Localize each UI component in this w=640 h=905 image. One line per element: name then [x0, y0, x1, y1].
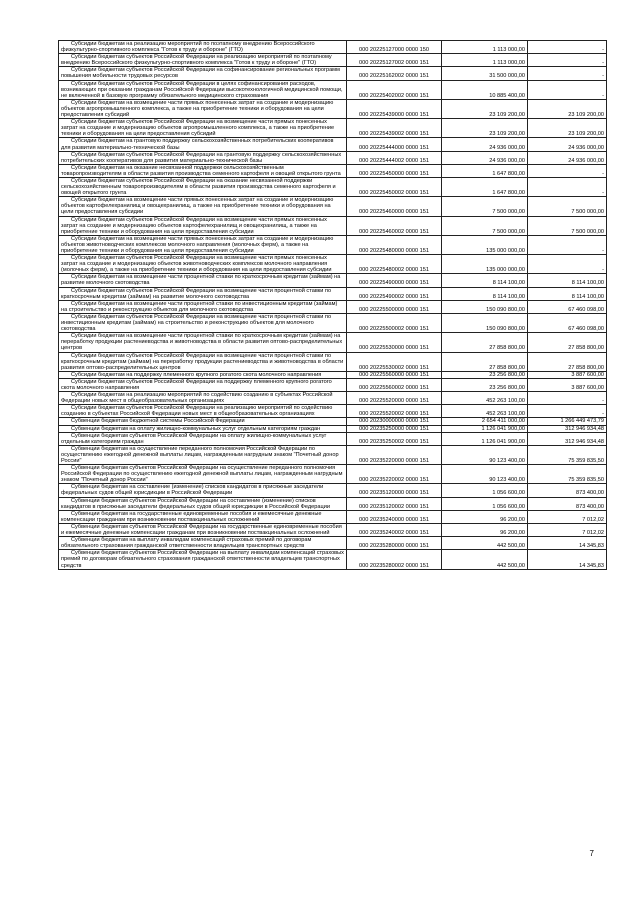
budget-table [58, 40, 607, 570]
row-code-cell: 000 20235240000 0000 151 [347, 510, 442, 523]
row-plan-cell: 135 000 000,00 [442, 255, 528, 274]
row-code-cell: 000 20225127002 0000 151 [347, 54, 442, 67]
row-name-cell [59, 378, 347, 391]
row-name-cell [59, 523, 347, 536]
row-name-cell [59, 274, 347, 287]
row-fact-cell: 23 109 200,00 [528, 99, 607, 118]
row-plan-cell: 8 114 100,00 [442, 274, 528, 287]
table-row [59, 235, 607, 254]
row-fact-cell: 7 012,02 [528, 510, 607, 523]
row-code-cell: 000 20225444000 0000 151 [347, 138, 442, 151]
row-fact-cell: 3 887 600,00 [528, 378, 607, 391]
row-fact-cell: 24 936 000,00 [528, 138, 607, 151]
row-name-cell [59, 313, 347, 332]
row-fact-cell: - [528, 54, 607, 67]
row-code-cell: 000 20235280000 0000 151 [347, 537, 442, 550]
row-plan-cell: 7 500 000,00 [442, 197, 528, 216]
row-plan-cell: 90 123 400,00 [442, 445, 528, 464]
row-plan-cell: 135 000 000,00 [442, 235, 528, 254]
row-name-text: Субвенции бюджетам субъектов Российской Федерации на выплату инвалидам компенсаций страховых премий по договорам обязательного страхования гражданской ответственности владельцев транспортных средств [61, 550, 344, 569]
row-name-text: Субсидии бюджетам на возмещение части прямых понесенных затрат на создание и модернизацию объектов агропромышленного комплекса, а также на приобретение техники и оборудования на цели предоставления субсидий [61, 99, 334, 119]
row-plan-cell: 2 654 411 000,00 [442, 418, 528, 425]
table-row [59, 138, 607, 151]
row-plan-cell: 452 263 100,00 [442, 392, 528, 405]
row-code-cell: 000 20235120000 0000 151 [347, 484, 442, 497]
row-name-cell [59, 177, 347, 196]
row-code-cell: 000 20225162002 0000 151 [347, 67, 442, 80]
row-name-text: Субвенции бюджетам бюджетной системы Российской Федерации [71, 418, 245, 425]
row-code-cell: 000 20225450000 0000 151 [347, 164, 442, 177]
row-plan-cell: 1 056 600,00 [442, 497, 528, 510]
table-row [59, 378, 607, 391]
row-name-cell [59, 80, 347, 99]
row-name-text: Субвенции бюджетам на осуществление переданного полномочия Российской Федерации по осуществлению ежегодной денежной выплаты лицам, награжденным нагрудным знаком "Почетный донор России" [61, 445, 339, 464]
row-name-text: Субсидии бюджетам на реализацию мероприятий по содействию созданию в субъектах Российской Федерации новых мест в общеобразовательных организациях [61, 392, 333, 405]
row-name-text: Субсидии бюджетам субъектов Российской Федерации на возмещение части прямых понесенных затрат на создание и модернизацию объектов агропромышленного комплекса, а также на приобретение техники и оборудования на цели предоставления субсидий [61, 119, 335, 138]
row-plan-cell: 31 500 000,00 [442, 67, 528, 80]
row-name-text: Субвенции бюджетам на государственные единовременные пособия и ежемесячные денежные компенсации гражданам при возникновении поствакцинальных осложнений [61, 510, 322, 523]
row-name-text: Субсидии бюджетам субъектов Российской Федерации на возмещение части прямых понесенных затрат на создание и модернизацию объектов животноводческих комплексов молочного направления (молочных ферм), а также на приобретение техники и оборудования на цели предоставления субсидии [61, 255, 332, 274]
row-fact-cell: - [528, 235, 607, 254]
row-name-cell [59, 255, 347, 274]
row-plan-cell: 24 936 000,00 [442, 151, 528, 164]
row-code-cell: 000 20235250000 0000 151 [347, 425, 442, 432]
row-plan-cell: 27 858 800,00 [442, 352, 528, 371]
row-plan-cell: 442 500,00 [442, 537, 528, 550]
row-plan-cell: 23 256 800,00 [442, 378, 528, 391]
row-name-cell [59, 432, 347, 445]
row-name-cell [59, 287, 347, 300]
row-name-cell [59, 67, 347, 80]
table-row [59, 352, 607, 371]
table-row [59, 99, 607, 118]
row-fact-cell: 75 359 835,50 [528, 465, 607, 484]
row-plan-cell: 23 109 200,00 [442, 99, 528, 118]
row-name-text: Субвенции бюджетам субъектов Российской Федерации на оплату жилищно-коммунальных услуг отдельным категориям граждан [61, 432, 327, 445]
table-row [59, 197, 607, 216]
table-row [59, 371, 607, 378]
table-row [59, 510, 607, 523]
row-plan-cell: 23 109 200,00 [442, 119, 528, 138]
row-code-cell: 000 20225450002 0000 151 [347, 177, 442, 196]
table-row [59, 80, 607, 99]
row-name-cell [59, 151, 347, 164]
row-name-text: Субвенции бюджетам на составление (изменение) списков кандидатов в присяжные заседатели федеральных судов общей юрисдикции в Российской Федерации [61, 484, 324, 497]
row-name-cell [59, 41, 347, 54]
row-code-cell: 000 20230000000 0000 151 [347, 418, 442, 425]
page-number: 7 [589, 849, 594, 858]
table-row [59, 216, 607, 235]
row-code-cell: 000 20225480002 0000 151 [347, 255, 442, 274]
row-fact-cell: 7 500 000,00 [528, 197, 607, 216]
row-fact-cell: 7 500 000,00 [528, 216, 607, 235]
row-name-cell [59, 550, 347, 569]
row-fact-cell: 67 460 098,00 [528, 313, 607, 332]
row-name-cell [59, 497, 347, 510]
table-row [59, 432, 607, 445]
row-name-text: Субвенции бюджетам на выплату инвалидам компенсаций страховых премий по договорам обязательного страхования гражданской ответственности владельцев транспортных средств [61, 537, 312, 550]
row-code-cell: 000 20225530000 0000 151 [347, 333, 442, 352]
row-fact-cell: 27 858 800,00 [528, 333, 607, 352]
row-fact-cell: 312 946 934,48 [528, 425, 607, 432]
table-row [59, 484, 607, 497]
row-name-cell [59, 352, 347, 371]
table-row [59, 287, 607, 300]
row-code-cell: 000 20225500000 0000 151 [347, 300, 442, 313]
row-name-cell [59, 119, 347, 138]
table-row [59, 54, 607, 67]
row-name-cell [59, 371, 347, 378]
row-name-cell [59, 138, 347, 151]
row-plan-cell: 96 200,00 [442, 523, 528, 536]
row-name-text: Субсидии бюджетам на возмещение части процентной ставки по краткосрочным кредитам (займам) на переработку продукции растениеводства и животноводства в области развития оптово-распределительных центров [61, 333, 343, 352]
table-row [59, 445, 607, 464]
document-page [58, 40, 604, 570]
row-code-cell: 000 20235220000 0000 151 [347, 445, 442, 464]
row-code-cell: 000 20235220002 0000 151 [347, 465, 442, 484]
row-fact-cell: 312 946 934,48 [528, 432, 607, 445]
row-plan-cell: 7 500 000,00 [442, 216, 528, 235]
row-plan-cell: 150 090 800,00 [442, 313, 528, 332]
row-code-cell: 000 20225402002 0000 151 [347, 80, 442, 99]
row-fact-cell: 14 345,83 [528, 550, 607, 569]
row-name-text: Субсидии бюджетам субъектов Российской Федерации на возмещение части процентной ставки по краткосрочным кредитам (займам) на переработку продукции растениеводства и животноводства в области развития оптово-распределительных центров [61, 352, 344, 371]
row-plan-cell: 452 263 100,00 [442, 405, 528, 418]
row-plan-cell: 96 200,00 [442, 510, 528, 523]
row-code-cell: 000 20225127000 0000 150 [347, 41, 442, 54]
row-fact-cell: - [528, 177, 607, 196]
row-name-cell [59, 235, 347, 254]
row-code-cell: 000 20225520002 0000 151 [347, 405, 442, 418]
row-code-cell: 000 20225439000 0000 151 [347, 99, 442, 118]
row-name-cell [59, 405, 347, 418]
table-row [59, 523, 607, 536]
row-name-cell [59, 197, 347, 216]
row-code-cell: 000 20225560002 0000 151 [347, 378, 442, 391]
table-row [59, 255, 607, 274]
row-name-cell [59, 510, 347, 523]
table-row [59, 177, 607, 196]
row-name-text: Субсидии бюджетам субъектов Российской Федерации на грантовую поддержку сельскохозяйственных потребительских кооперативов для развития материально-технической базы [61, 151, 342, 164]
row-code-cell: 000 20225490000 0000 151 [347, 274, 442, 287]
row-name-cell [59, 484, 347, 497]
row-plan-cell: 150 090 800,00 [442, 300, 528, 313]
row-name-text: Субсидии бюджетам субъектов Российской Федерации на софинансирование региональных программ повышения мобильности трудовых ресурсов [61, 67, 340, 80]
row-name-cell [59, 216, 347, 235]
row-fact-cell: 27 858 800,00 [528, 352, 607, 371]
row-fact-cell: - [528, 67, 607, 80]
row-fact-cell: 7 012,02 [528, 523, 607, 536]
row-fact-cell: 75 359 835,50 [528, 445, 607, 464]
row-plan-cell: 1 647 800,00 [442, 164, 528, 177]
row-plan-cell: 1 113 000,00 [442, 41, 528, 54]
row-name-cell [59, 99, 347, 118]
row-code-cell: 000 20225444002 0000 151 [347, 151, 442, 164]
row-fact-cell: 23 109 200,00 [528, 119, 607, 138]
row-code-cell: 000 20225560000 0000 151 [347, 371, 442, 378]
row-plan-cell: 1 113 000,00 [442, 54, 528, 67]
row-name-text: Субвенции бюджетам субъектов Российской Федерации на составление (изменение) списков кандидатов в присяжные заседатели федеральных судов общей юрисдикции в Российской Федерации [61, 497, 330, 510]
row-name-text: Субсидии бюджетам на возмещение части прямых понесенных затрат на создание и модернизацию объектов животноводческих комплексов молочного направления (молочных ферм), а также на приобретение техники и оборудования на цели предоставления субсидии [61, 235, 334, 254]
row-fact-cell: - [528, 392, 607, 405]
row-name-cell [59, 300, 347, 313]
table-row [59, 465, 607, 484]
row-plan-cell: 1 056 600,00 [442, 484, 528, 497]
row-name-text: Субвенции бюджетам субъектов Российской Федерации на государственные единовременные пособия и ежемесячные денежные компенсации гражданам при возникновении поствакцинальных осложнений [61, 523, 342, 537]
row-code-cell: 000 20225490002 0000 151 [347, 287, 442, 300]
row-code-cell: 000 20225530002 0000 151 [347, 352, 442, 371]
table-row [59, 313, 607, 332]
budget-table-body [59, 41, 607, 570]
row-name-text: Субсидии бюджетам на возмещение части прямых понесенных затрат на создание и модернизацию объектов картофелехранилищ и овощехранилищ, а также на приобретение техники и оборудования на цели предоставления субсидии [61, 197, 334, 216]
row-name-cell [59, 164, 347, 177]
table-row [59, 67, 607, 80]
row-fact-cell: - [528, 405, 607, 418]
row-name-text: Субсидии бюджетам на грантовую поддержку сельскохозяйственных потребительских кооперативов для развития материально-технической базы [61, 138, 334, 151]
row-code-cell: 000 20235280002 0000 151 [347, 550, 442, 569]
row-plan-cell: 1 647 800,00 [442, 177, 528, 196]
table-row [59, 164, 607, 177]
table-row [59, 550, 607, 569]
row-name-cell [59, 445, 347, 464]
row-code-cell: 000 20225460002 0000 151 [347, 216, 442, 235]
row-name-cell [59, 425, 347, 432]
row-name-text: Субсидии бюджетам субъектов Российской Федерации на реализацию мероприятий по содействию созданию в субъектах Российской Федерации новых мест в общеобразовательных организациях [61, 405, 333, 418]
row-name-cell [59, 54, 347, 67]
table-row [59, 425, 607, 432]
row-fact-cell: - [528, 164, 607, 177]
row-fact-cell: 24 936 000,00 [528, 151, 607, 164]
row-fact-cell: 67 460 098,00 [528, 300, 607, 313]
row-plan-cell: 10 885 400,00 [442, 80, 528, 99]
row-code-cell: 000 20235120002 0000 151 [347, 497, 442, 510]
row-code-cell: 000 20225439002 0000 151 [347, 119, 442, 138]
row-name-text: Субсидии бюджетам субъектов Российской Федерации в целях софинансирования расходов, возникающих при оказании гражданам Российской Федерации высокотехнологичной медицинской помощи, не включенной в базовую программу обязательного медицинского страхования [61, 80, 343, 99]
row-fact-cell: 14 345,83 [528, 537, 607, 550]
row-fact-cell: 873 400,00 [528, 497, 607, 510]
row-name-text: Субсидии бюджетам субъектов Российской Федерации на возмещение части процентной ставки по краткосрочным кредитам (займам) на развитие молочного скотоводства [61, 287, 332, 300]
table-row [59, 392, 607, 405]
row-code-cell: 000 20225500002 0000 151 [347, 313, 442, 332]
row-name-text: Субсидии бюджетам субъектов Российской Федерации на возмещение части прямых понесенных затрат на создание и модернизацию объектов картофелехранилищ и овощехранилищ, а также на приобретение техники и оборудования на цели предоставления субсидии [61, 216, 327, 235]
row-name-cell [59, 333, 347, 352]
row-name-text: Субсидии бюджетам на реализацию мероприятий по поэтапному внедрению Всероссийского физкультурно-спортивного комплекса "Готов к труду и обороне" (ГТО) [61, 41, 315, 54]
row-plan-cell: 8 114 100,00 [442, 287, 528, 300]
row-name-text: Субсидии бюджетам на оказание несвязанной поддержки сельскохозяйственным товаропроизводителям в области развития производства семенного картофеля и овощей открытого грунта [61, 164, 341, 177]
row-name-cell [59, 537, 347, 550]
row-code-cell: 000 20235250002 0000 151 [347, 432, 442, 445]
row-plan-cell: 442 500,00 [442, 550, 528, 569]
row-name-text: Субвенции бюджетам субъектов Российской Федерации на осуществление переданного полномочия Российской Федерации по осуществлению ежегодной денежной выплаты лицам, награжденным нагрудным знаком "Почетный донор России" [61, 465, 343, 484]
row-plan-cell: 23 256 800,00 [442, 371, 528, 378]
row-fact-cell: 8 114 100,00 [528, 287, 607, 300]
row-name-text: Субсидии бюджетам на возмещение части процентной ставки по инвестиционным кредитам (займам) на строительство и реконструкцию объектов для молочного скотоводства [61, 300, 338, 313]
row-name-text: Субвенции бюджетам на оплату жилищно-коммунальных услуг отдельным категориям граждан [71, 425, 321, 432]
table-row [59, 333, 607, 352]
row-fact-cell: 1 266 449 473,79 [528, 418, 607, 425]
row-name-text: Субсидии бюджетам субъектов Российской Федерации на оказание несвязанной поддержки сельскохозяйственным товаропроизводителям в области развития производства семенного картофеля и овощей открытого грунта [61, 177, 336, 197]
row-name-text: Субсидии бюджетам субъектов Российской Федерации на реализацию мероприятий по поэтапному внедрению Всероссийского физкультурно-спортивного комплекса "Готов к труду и обороне" (ГТО) [61, 54, 332, 67]
row-fact-cell: - [528, 255, 607, 274]
row-name-cell [59, 392, 347, 405]
table-row [59, 274, 607, 287]
table-row [59, 151, 607, 164]
row-fact-cell: 8 114 100,00 [528, 274, 607, 287]
row-code-cell: 000 20225480000 0000 151 [347, 235, 442, 254]
row-plan-cell: 1 126 041 900,00 [442, 432, 528, 445]
table-row [59, 418, 607, 425]
row-fact-cell: 3 887 600,00 [528, 371, 607, 378]
row-plan-cell: 24 936 000,00 [442, 138, 528, 151]
row-code-cell: 000 20235240002 0000 151 [347, 523, 442, 536]
row-plan-cell: 90 123 400,00 [442, 465, 528, 484]
row-fact-cell: - [528, 80, 607, 99]
row-plan-cell: 27 858 800,00 [442, 333, 528, 352]
row-code-cell: 000 20225520000 0000 151 [347, 392, 442, 405]
table-row [59, 119, 607, 138]
row-name-text: Субсидии бюджетам на возмещение части процентной ставки по краткосрочным кредитам (займам) на развитие молочного скотоводства [61, 274, 341, 287]
table-row [59, 537, 607, 550]
table-row [59, 405, 607, 418]
row-name-text: Субсидии бюджетам на поддержку племенного крупного рогатого скота молочного направления [71, 371, 322, 378]
row-fact-cell: - [528, 41, 607, 54]
row-name-text: Субсидии бюджетам субъектов Российской Федерации на поддержку племенного крупного рогатого скота молочного направления [61, 378, 332, 391]
row-fact-cell: 873 400,00 [528, 484, 607, 497]
row-name-text: Субсидии бюджетам субъектов Российской Федерации на возмещение части процентной ставки по инвестиционным кредитам (займам) на строительство и реконструкцию объектов для молочного скотоводства [61, 313, 332, 333]
row-name-cell [59, 465, 347, 484]
row-plan-cell: 1 126 041 900,00 [442, 425, 528, 432]
table-row [59, 497, 607, 510]
row-code-cell: 000 20225460000 0000 151 [347, 197, 442, 216]
table-row [59, 41, 607, 54]
table-row [59, 300, 607, 313]
row-name-cell [59, 418, 347, 425]
